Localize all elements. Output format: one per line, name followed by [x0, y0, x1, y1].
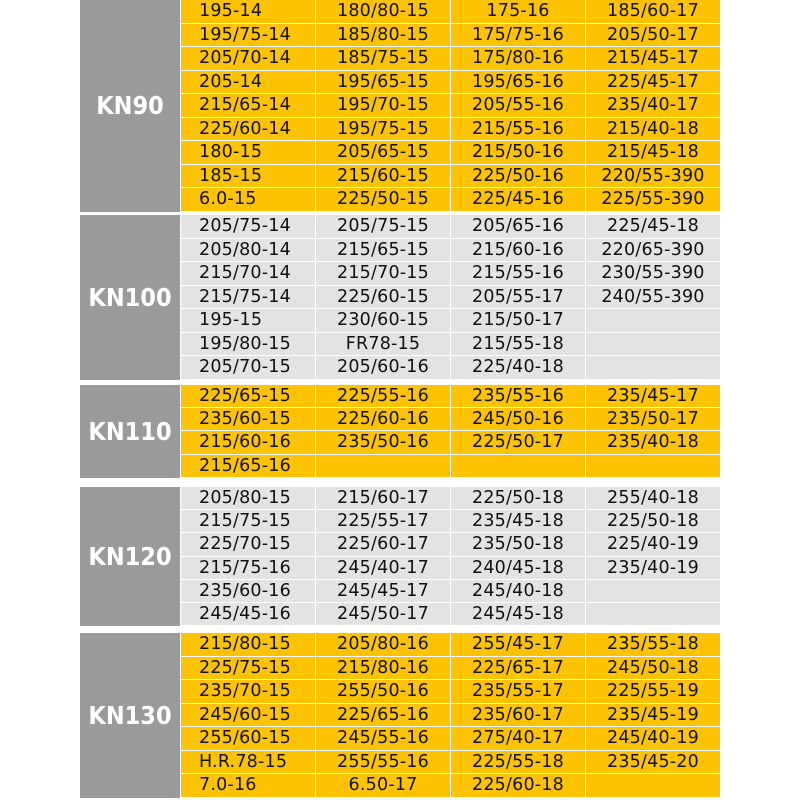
size-cell: 235/45-17 [586, 385, 720, 407]
size-cell: 215/75-15 [181, 510, 315, 532]
size-cell: 205/65-15 [316, 141, 450, 164]
table-row [180, 385, 722, 408]
size-cell: 235/60-17 [451, 704, 585, 727]
size-cell: 225/60-16 [316, 408, 450, 430]
table-row [180, 408, 722, 431]
size-grid [180, 0, 722, 212]
table-row [180, 510, 722, 533]
table-row [180, 533, 722, 556]
size-cell: 205-14 [181, 71, 315, 94]
size-cell: H.R.78-15 [181, 751, 315, 774]
table-row [180, 239, 722, 263]
size-cell: 245/50-17 [316, 603, 450, 625]
size-cell: 235/60-16 [181, 580, 315, 602]
size-cell: 240/55-390 [586, 286, 720, 309]
size-cell: 245/60-15 [181, 704, 315, 727]
size-cell [451, 455, 585, 477]
table-row [180, 118, 722, 142]
size-cell: 195/65-15 [316, 71, 450, 94]
size-cell: 215/40-18 [586, 118, 720, 141]
table-row [180, 215, 722, 239]
size-cell: 215/80-16 [316, 657, 450, 680]
size-cell: 230/55-390 [586, 262, 720, 285]
size-cell: 235/45-18 [451, 510, 585, 532]
size-cell: 215/65-16 [181, 455, 315, 477]
size-cell: 225/60-15 [316, 286, 450, 309]
size-cell: 205/60-16 [316, 356, 450, 379]
model-label: KN120 [80, 487, 180, 626]
size-cell: 215/75-16 [181, 557, 315, 579]
size-cell: 225/55-19 [586, 680, 720, 703]
size-cell: 225/60-14 [181, 118, 315, 141]
size-cell: 225/55-17 [316, 510, 450, 532]
table-row [180, 603, 722, 626]
table-row [180, 47, 722, 71]
table-row [180, 487, 722, 510]
size-cell: 215/55-16 [451, 262, 585, 285]
size-cell: 225/45-17 [586, 71, 720, 94]
size-cell [586, 309, 720, 332]
size-cell: 225/60-17 [316, 533, 450, 555]
size-cell: 215/65-15 [316, 239, 450, 262]
size-cell: 275/40-17 [451, 727, 585, 750]
size-cell: 225/50-16 [451, 165, 585, 188]
size-cell: 235/70-15 [181, 680, 315, 703]
size-cell: 215/50-17 [451, 309, 585, 332]
table-row [180, 774, 722, 798]
size-cell: 6.0-15 [181, 188, 315, 211]
size-cell: 215/60-16 [451, 239, 585, 262]
table-row [180, 262, 722, 286]
table-row [180, 356, 722, 380]
size-cell: 195/70-15 [316, 94, 450, 117]
size-cell: 175-16 [451, 0, 585, 23]
size-cell: 225/40-19 [586, 533, 720, 555]
table-row [180, 557, 722, 580]
size-cell: 215/75-14 [181, 286, 315, 309]
size-cell: 255/60-15 [181, 727, 315, 750]
size-cell: 225/50-17 [451, 431, 585, 453]
table-row [180, 751, 722, 775]
size-cell [586, 580, 720, 602]
size-cell: 205/55-16 [451, 94, 585, 117]
size-cell: 225/45-16 [451, 188, 585, 211]
size-cell: 185/75-15 [316, 47, 450, 70]
size-cell: 255/50-16 [316, 680, 450, 703]
size-cell: 235/50-17 [586, 408, 720, 430]
table-row [180, 580, 722, 603]
size-cell: 245/55-16 [316, 727, 450, 750]
size-cell: 235/55-18 [586, 633, 720, 656]
size-cell: FR78-15 [316, 333, 450, 356]
size-cell: 225/65-16 [316, 704, 450, 727]
size-cell: 215/80-15 [181, 633, 315, 656]
size-cell: 175/80-16 [451, 47, 585, 70]
size-cell: 205/55-17 [451, 286, 585, 309]
size-cell: 225/75-15 [181, 657, 315, 680]
size-group-kn90 [80, 0, 722, 212]
size-cell: 240/45-18 [451, 557, 585, 579]
table-row [180, 71, 722, 95]
size-cell: 215/55-18 [451, 333, 585, 356]
size-cell: 235/55-16 [451, 385, 585, 407]
table-row [180, 727, 722, 751]
table-row [180, 94, 722, 118]
size-cell: 205/80-16 [316, 633, 450, 656]
size-cell: 225/65-17 [451, 657, 585, 680]
size-cell: 6.50-17 [316, 774, 450, 797]
size-cell: 235/60-15 [181, 408, 315, 430]
size-cell: 225/65-15 [181, 385, 315, 407]
size-cell: 245/40-18 [451, 580, 585, 602]
size-group-kn130 [80, 633, 722, 798]
size-cell: 230/60-15 [316, 309, 450, 332]
size-cell: 225/50-15 [316, 188, 450, 211]
size-cell [586, 455, 720, 477]
model-label: KN100 [80, 215, 180, 380]
size-grid [180, 215, 722, 380]
size-cell: 225/55-390 [586, 188, 720, 211]
size-cell: 225/70-15 [181, 533, 315, 555]
size-grid [180, 633, 722, 798]
size-cell: 245/40-19 [586, 727, 720, 750]
size-cell: 7.0-16 [181, 774, 315, 797]
size-cell: 205/80-14 [181, 239, 315, 262]
size-cell [586, 333, 720, 356]
table-row [180, 455, 722, 478]
size-cell: 185/80-15 [316, 24, 450, 47]
table-row [180, 431, 722, 454]
size-cell: 235/55-17 [451, 680, 585, 703]
table-row [180, 680, 722, 704]
size-cell: 205/75-14 [181, 215, 315, 238]
table-row [180, 657, 722, 681]
size-cell: 215/70-15 [316, 262, 450, 285]
size-cell: 225/50-18 [586, 510, 720, 532]
size-cell: 205/65-16 [451, 215, 585, 238]
size-cell: 180-15 [181, 141, 315, 164]
size-cell: 245/45-16 [181, 603, 315, 625]
size-group-kn100 [80, 215, 722, 380]
size-cell [316, 455, 450, 477]
size-cell: 225/50-18 [451, 487, 585, 509]
size-cell: 255/40-18 [586, 487, 720, 509]
size-cell: 185/60-17 [586, 0, 720, 23]
size-cell: 235/40-19 [586, 557, 720, 579]
size-cell: 235/50-18 [451, 533, 585, 555]
table-row [180, 188, 722, 212]
size-cell: 235/40-18 [586, 431, 720, 453]
table-row [180, 0, 722, 24]
size-group-kn110 [80, 385, 722, 478]
size-cell: 205/50-17 [586, 24, 720, 47]
table-row [180, 141, 722, 165]
size-cell: 215/60-15 [316, 165, 450, 188]
size-cell: 205/75-15 [316, 215, 450, 238]
size-cell: 225/40-18 [451, 356, 585, 379]
size-cell: 220/55-390 [586, 165, 720, 188]
size-cell: 205/80-15 [181, 487, 315, 509]
size-cell: 215/60-17 [316, 487, 450, 509]
size-cell: 245/50-16 [451, 408, 585, 430]
size-cell: 215/70-14 [181, 262, 315, 285]
size-cell: 195-15 [181, 309, 315, 332]
table-row [180, 165, 722, 189]
size-cell: 235/45-20 [586, 751, 720, 774]
size-cell: 205/70-14 [181, 47, 315, 70]
size-cell: 195-14 [181, 0, 315, 23]
size-cell: 215/65-14 [181, 94, 315, 117]
size-cell: 255/55-16 [316, 751, 450, 774]
size-cell: 215/45-18 [586, 141, 720, 164]
size-cell: 245/45-18 [451, 603, 585, 625]
size-cell: 220/65-390 [586, 239, 720, 262]
size-cell: 195/80-15 [181, 333, 315, 356]
size-cell: 185-15 [181, 165, 315, 188]
size-cell: 245/40-17 [316, 557, 450, 579]
size-cell: 195/65-16 [451, 71, 585, 94]
size-grid [180, 487, 722, 626]
size-cell: 215/50-16 [451, 141, 585, 164]
size-cell: 225/45-18 [586, 215, 720, 238]
size-cell: 195/75-14 [181, 24, 315, 47]
size-cell: 195/75-15 [316, 118, 450, 141]
table-row [180, 333, 722, 357]
model-label: KN110 [80, 385, 180, 478]
size-cell: 225/55-18 [451, 751, 585, 774]
table-row [180, 286, 722, 310]
size-cell: 255/45-17 [451, 633, 585, 656]
size-grid [180, 385, 722, 478]
size-cell: 205/70-15 [181, 356, 315, 379]
size-cell: 215/55-16 [451, 118, 585, 141]
size-cell: 235/50-16 [316, 431, 450, 453]
table-row [180, 633, 722, 657]
size-cell [586, 774, 720, 797]
size-cell: 235/40-17 [586, 94, 720, 117]
size-cell: 215/60-16 [181, 431, 315, 453]
size-cell [586, 356, 720, 379]
size-cell: 245/45-17 [316, 580, 450, 602]
model-label: KN90 [80, 0, 180, 212]
size-cell: 225/60-18 [451, 774, 585, 797]
size-cell [586, 603, 720, 625]
size-cell: 245/50-18 [586, 657, 720, 680]
size-cell: 235/45-19 [586, 704, 720, 727]
table-row [180, 309, 722, 333]
size-cell: 215/45-17 [586, 47, 720, 70]
size-cell: 175/75-16 [451, 24, 585, 47]
size-cell: 225/55-16 [316, 385, 450, 407]
size-group-kn120 [80, 487, 722, 626]
size-cell: 180/80-15 [316, 0, 450, 23]
model-label: KN130 [80, 633, 180, 798]
table-row [180, 704, 722, 728]
table-row [180, 24, 722, 48]
